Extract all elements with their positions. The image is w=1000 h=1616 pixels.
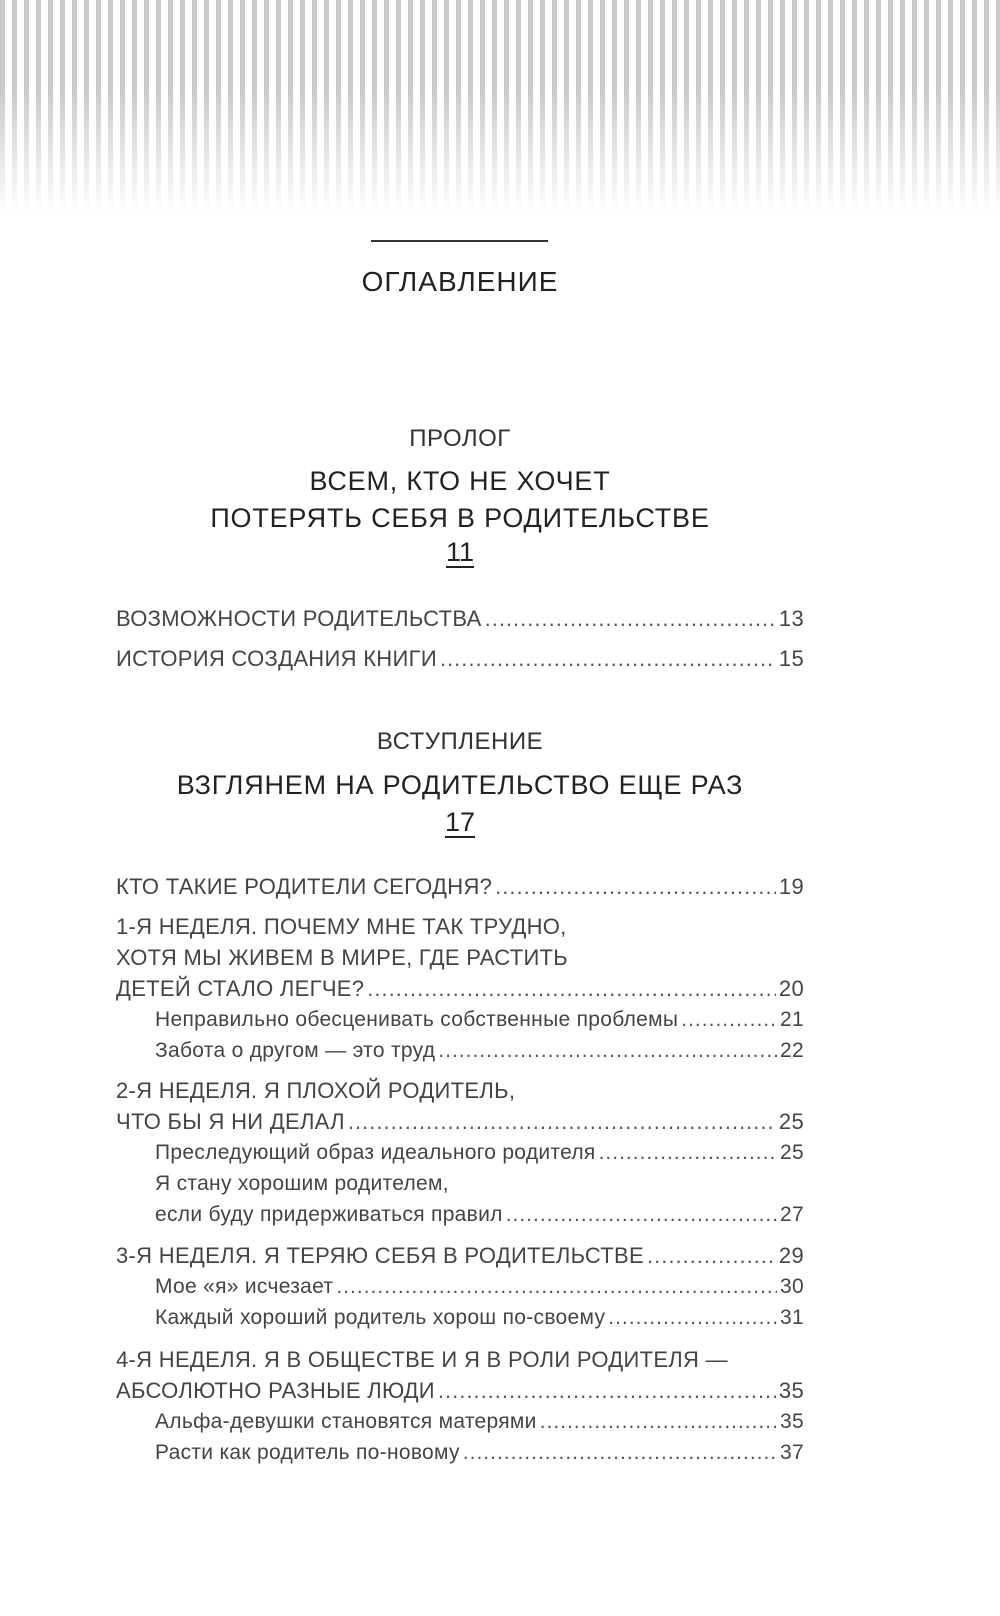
toc-entry-title: ВОЗМОЖНОСТИ РОДИТЕЛЬСТВА bbox=[116, 606, 482, 631]
toc-entry-title: Преследующий образ идеального родителя bbox=[155, 1141, 596, 1164]
toc-entry[interactable] bbox=[116, 1075, 804, 1137]
dot-leader bbox=[463, 1437, 777, 1468]
toc-entry-title: ИСТОРИЯ СОЗДАНИЯ КНИГИ bbox=[116, 646, 437, 671]
intro-heading bbox=[0, 767, 920, 804]
dot-leader bbox=[485, 603, 776, 634]
toc-entry-title: Альфа-девушки становятся матерями bbox=[155, 1410, 537, 1433]
toc-entry[interactable] bbox=[116, 1240, 804, 1271]
toc-entry-title: Расти как родитель по-новому bbox=[155, 1441, 460, 1464]
toc-entry-page: 30 bbox=[780, 1275, 804, 1298]
dot-leader bbox=[348, 1106, 776, 1137]
dot-leader bbox=[440, 643, 776, 674]
toc-entry-title: ДЕТЕЙ СТАЛО ЛЕГЧЕ? bbox=[116, 976, 365, 1001]
dot-leader bbox=[647, 1240, 776, 1271]
dot-leader bbox=[681, 1004, 777, 1035]
toc-entry-page: 25 bbox=[778, 1109, 804, 1134]
decorative-stripes bbox=[0, 0, 1000, 215]
toc-entry-page: 35 bbox=[780, 1410, 804, 1433]
dot-leader bbox=[599, 1137, 777, 1168]
toc-entry-page: 31 bbox=[780, 1306, 804, 1329]
toc-entry-title: ЧТО БЫ Я НИ ДЕЛАЛ bbox=[116, 1109, 345, 1134]
toc-entry-page: 13 bbox=[778, 606, 804, 631]
toc-entry-page: 35 bbox=[778, 1378, 804, 1403]
toc-entry-page: 22 bbox=[780, 1039, 804, 1062]
toc-subentry[interactable] bbox=[155, 1406, 804, 1437]
prologue-label: ПРОЛОГ bbox=[409, 425, 511, 452]
prologue-heading bbox=[0, 463, 920, 537]
toc-entry-title: 1-Я НЕДЕЛЯ. ПОЧЕМУ МНЕ ТАК ТРУДНО, bbox=[116, 914, 567, 939]
toc-subentry[interactable] bbox=[155, 1004, 804, 1035]
toc-entry-page: 29 bbox=[778, 1243, 804, 1268]
toc-entry-title: если буду придерживаться правил bbox=[155, 1203, 503, 1226]
toc-subentry[interactable] bbox=[155, 1137, 804, 1168]
toc-entry-title: 3-Я НЕДЕЛЯ. Я ТЕРЯЮ СЕБЯ В РОДИТЕЛЬСТВЕ bbox=[116, 1243, 644, 1268]
intro-heading-line-1: ВЗГЛЯНЕМ НА РОДИТЕЛЬСТВО ЕЩЕ РАЗ bbox=[176, 770, 744, 800]
toc-entry-title: Я стану хорошим родителем, bbox=[155, 1172, 449, 1195]
toc-entry-title: 2-Я НЕДЕЛЯ. Я ПЛОХОЙ РОДИТЕЛЬ, bbox=[116, 1078, 516, 1103]
dot-leader bbox=[438, 1375, 776, 1406]
toc-entry-title: АБСОЛЮТНО РАЗНЫЕ ЛЮДИ bbox=[116, 1378, 435, 1403]
dot-leader bbox=[367, 973, 776, 1004]
toc-subentry[interactable] bbox=[155, 1437, 804, 1468]
toc-entry-title: 4-Я НЕДЕЛЯ. Я В ОБЩЕСТВЕ И Я В РОЛИ РОДИТЕЛЯ — bbox=[116, 1347, 728, 1372]
toc-entry[interactable] bbox=[116, 603, 804, 634]
toc-entry-page: 21 bbox=[780, 1008, 804, 1031]
toc-entry-page: 19 bbox=[778, 874, 804, 899]
toc-entry-title: ХОТЯ МЫ ЖИВЕМ В МИРЕ, ГДЕ РАСТИТЬ bbox=[116, 945, 569, 970]
toc-subentry[interactable] bbox=[155, 1035, 804, 1066]
dot-leader bbox=[506, 1199, 777, 1230]
toc-entry-page: 27 bbox=[780, 1203, 804, 1226]
toc-subentry[interactable] bbox=[155, 1302, 804, 1333]
dot-leader bbox=[438, 1035, 777, 1066]
toc-entry[interactable] bbox=[116, 911, 804, 1004]
toc-entry-title: Забота о другом — это труд bbox=[155, 1039, 436, 1062]
toc-entry-page: 15 bbox=[778, 646, 804, 671]
prologue-page-link[interactable]: 11 bbox=[445, 537, 475, 567]
toc-entry-page: 20 bbox=[778, 976, 804, 1001]
toc-entry-title: Мое «я» исчезает bbox=[155, 1275, 334, 1298]
dot-leader bbox=[336, 1271, 777, 1302]
prologue-heading-line-1: ВСЕМ, КТО НЕ ХОЧЕТ bbox=[309, 466, 611, 496]
toc-subentry[interactable] bbox=[155, 1271, 804, 1302]
prologue-heading-line-2: ПОТЕРЯТЬ СЕБЯ В РОДИТЕЛЬСТВЕ bbox=[210, 503, 710, 533]
toc-subentry[interactable] bbox=[155, 1168, 804, 1230]
toc-entry-title: КТО ТАКИЕ РОДИТЕЛИ СЕГОДНЯ? bbox=[116, 874, 493, 899]
toc-entry[interactable] bbox=[116, 871, 804, 902]
toc-entry-page: 25 bbox=[780, 1141, 804, 1164]
toc-entry[interactable] bbox=[116, 1344, 804, 1406]
toc-entry[interactable] bbox=[116, 643, 804, 674]
dot-leader bbox=[495, 871, 776, 902]
toc-entry-title: Неправильно обесценивать собственные проблемы bbox=[155, 1008, 679, 1031]
intro-label: ВСТУПЛЕНИЕ bbox=[376, 728, 544, 755]
toc-entry-title: Каждый хороший родитель хорош по-своему bbox=[155, 1306, 606, 1329]
intro-page-link[interactable]: 17 bbox=[444, 807, 476, 837]
page-title: ОГЛАВЛЕНИЕ bbox=[361, 266, 559, 297]
toc-entry-page: 37 bbox=[780, 1441, 804, 1464]
dot-leader bbox=[540, 1406, 777, 1437]
dot-leader bbox=[608, 1302, 777, 1333]
title-rule bbox=[371, 240, 548, 242]
